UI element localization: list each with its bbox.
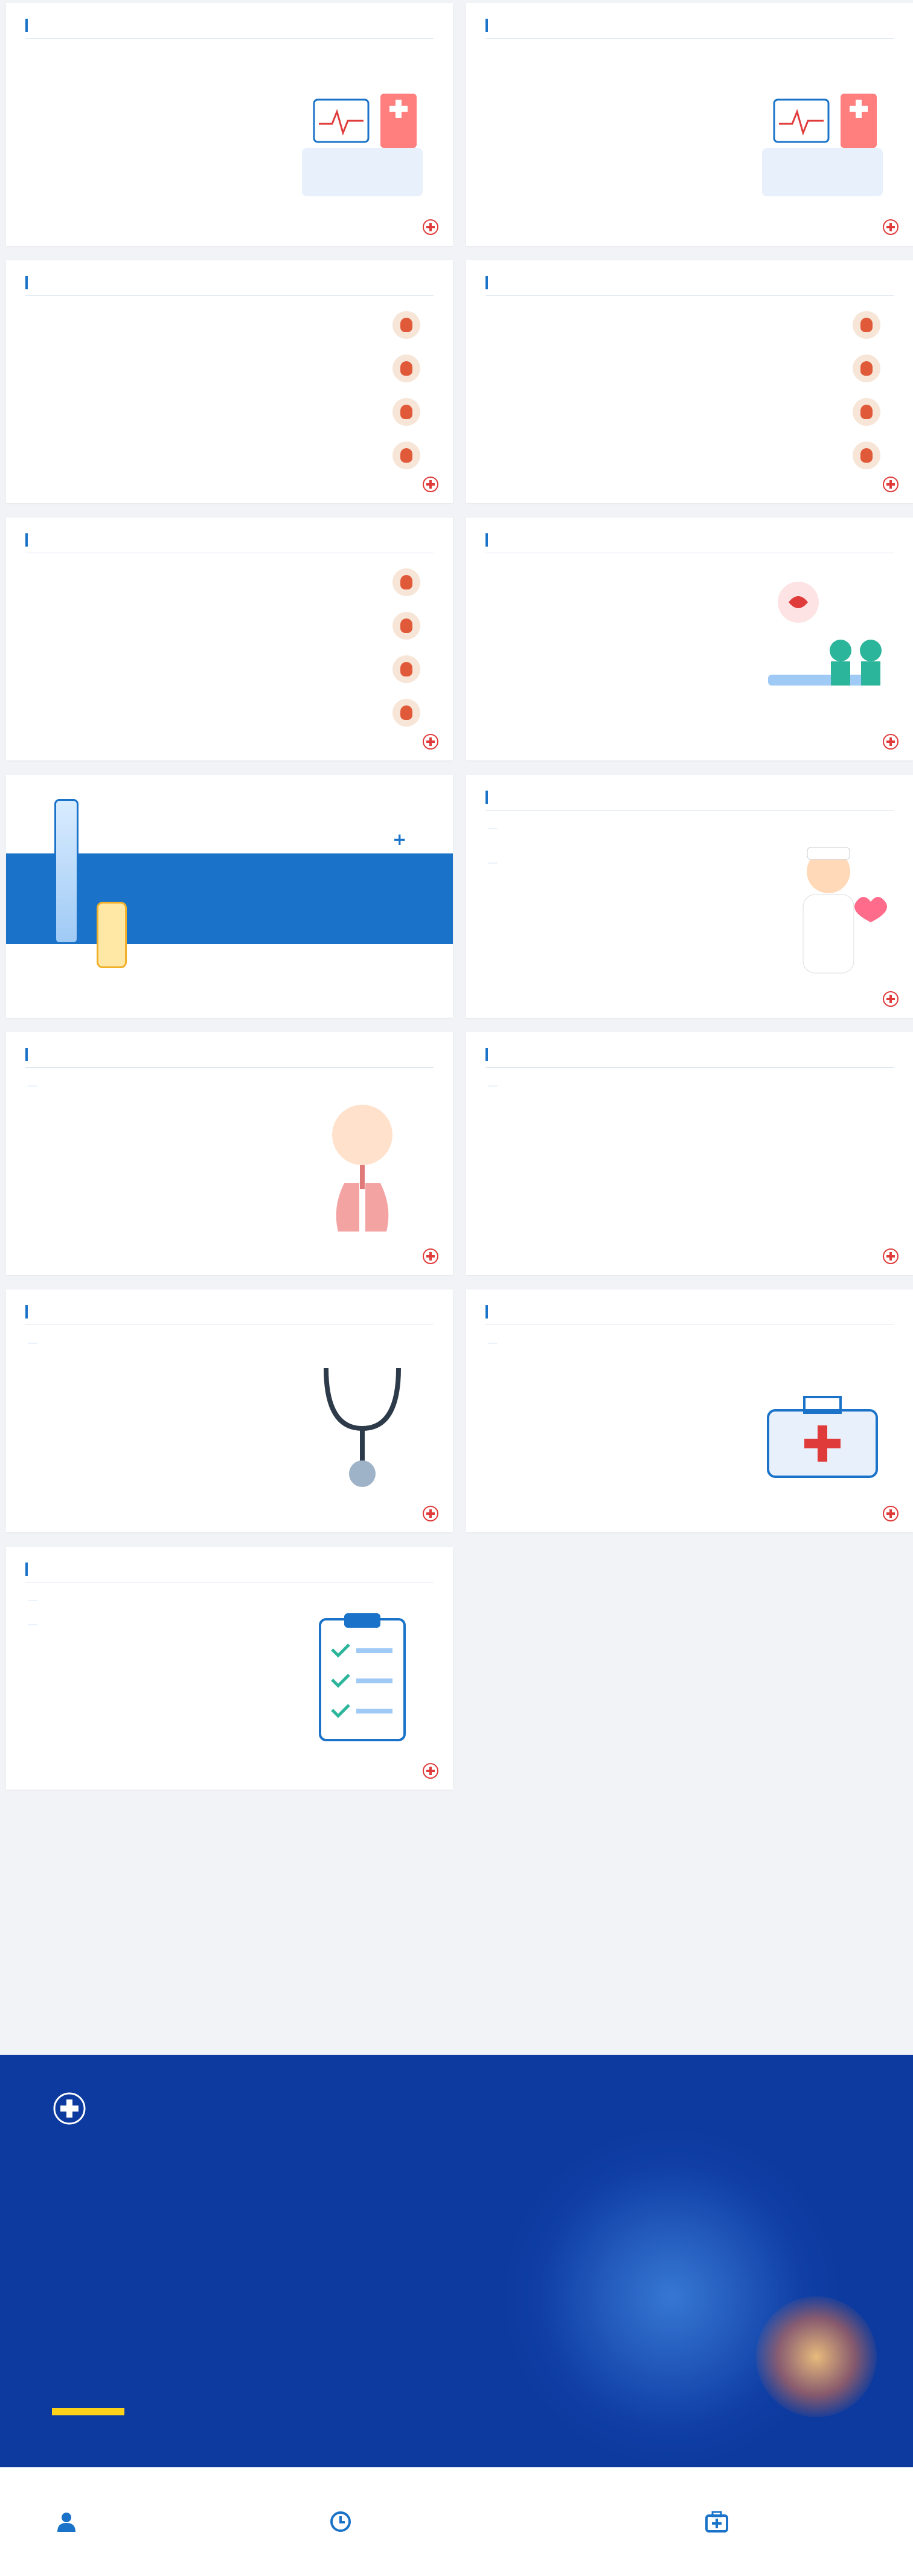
corner-cross-logo-icon <box>423 219 438 235</box>
slide-12 <box>466 1290 913 1532</box>
header-divider <box>25 295 434 296</box>
slide-body <box>488 50 735 54</box>
final-slide <box>0 2055 913 2467</box>
box-title-1 <box>28 1600 37 1601</box>
plus-icon: + <box>392 829 407 849</box>
box-title <box>488 1343 498 1344</box>
slide-9 <box>6 1032 453 1275</box>
slide-header <box>25 274 45 292</box>
heart-glow <box>756 2296 877 2417</box>
corner-cross-logo-icon <box>883 991 899 1007</box>
slide-header <box>25 1303 45 1321</box>
syringe-icon <box>54 799 78 944</box>
slide-10 <box>466 1032 913 1275</box>
health-education-icons <box>488 1083 502 1252</box>
slide-body <box>488 565 735 569</box>
header-accent-bar <box>25 1563 28 1576</box>
slide-11 <box>6 1290 453 1532</box>
organ-icon <box>392 398 420 426</box>
slide-header <box>25 16 45 34</box>
header-accent-bar <box>485 1048 488 1061</box>
slide-13 <box>6 1547 453 1790</box>
corner-cross-logo-icon <box>883 734 899 750</box>
corner-cross-logo-icon <box>423 1506 438 1521</box>
header-accent-bar <box>485 276 488 289</box>
clipboard-checklist-icon <box>290 1601 435 1764</box>
medical-kit-icon <box>705 2511 728 2533</box>
slide-header <box>25 531 45 549</box>
slide-body <box>28 1337 275 1355</box>
header-divider <box>25 38 434 39</box>
slide-body <box>28 307 275 312</box>
organ-icon <box>853 398 880 426</box>
header-accent-bar <box>25 1048 28 1061</box>
stethoscope-icon <box>290 1344 435 1507</box>
header-accent-bar <box>25 1305 28 1319</box>
slide-body <box>28 1079 275 1097</box>
final-footer <box>0 2467 913 2576</box>
organ-icons-column <box>392 311 429 492</box>
organ-icon <box>392 655 420 683</box>
slide-8 <box>466 775 913 1018</box>
slide-body <box>488 1337 735 1355</box>
hospital-logo-icon <box>53 2092 86 2125</box>
slide-body <box>488 307 735 312</box>
corner-cross-logo-icon <box>883 1248 899 1264</box>
slide-1 <box>6 3 453 246</box>
doctor-equipment-illustration-icon <box>750 57 895 220</box>
slide-header <box>485 531 505 549</box>
slide-header <box>485 16 505 34</box>
slide-body <box>28 1594 275 1636</box>
final-accent-bar <box>52 2408 124 2415</box>
slide-body <box>488 1079 735 1097</box>
box-title <box>28 1343 37 1344</box>
surgery-illustration-icon <box>750 572 895 735</box>
header-divider <box>25 1067 434 1068</box>
slide-header <box>25 1045 45 1064</box>
header-accent-bar <box>485 533 488 547</box>
header-accent-bar <box>25 533 28 547</box>
corner-cross-logo-icon <box>423 1763 438 1779</box>
slide-header <box>485 788 505 806</box>
slide-2 <box>466 3 913 246</box>
organ-icon <box>392 699 420 727</box>
header-divider <box>485 38 894 39</box>
corner-cross-logo-icon <box>883 1506 899 1521</box>
header-accent-bar <box>25 19 28 32</box>
clock-icon <box>330 2511 351 2533</box>
header-accent-bar <box>485 19 488 32</box>
slide-4 <box>466 260 913 503</box>
header-divider <box>485 1067 894 1068</box>
slide-6 <box>466 518 913 760</box>
header-accent-bar <box>25 276 28 289</box>
person-icon <box>56 2511 77 2533</box>
box-title-2 <box>28 1624 37 1625</box>
first-aid-kit-icon <box>750 1344 895 1507</box>
slide-body <box>28 50 275 54</box>
organ-icons-column <box>853 311 889 492</box>
box-title-2 <box>488 862 498 864</box>
organ-icon <box>392 568 420 596</box>
header-divider <box>485 810 894 811</box>
organ-icon <box>392 442 420 469</box>
slide-3 <box>6 260 453 503</box>
organ-icon <box>853 442 880 469</box>
box-title-1 <box>488 828 498 829</box>
header-accent-bar <box>485 1305 488 1319</box>
corner-cross-logo-icon <box>883 219 899 235</box>
slide-body <box>488 822 735 875</box>
vial-icon <box>97 902 127 968</box>
organ-icon <box>392 311 420 339</box>
slide-header <box>25 1560 45 1578</box>
header-accent-bar <box>485 791 488 804</box>
slide-header <box>485 1303 505 1321</box>
slide-body <box>28 565 275 569</box>
header-divider <box>485 295 894 296</box>
organ-icons-column <box>392 568 429 750</box>
organ-icon <box>853 311 880 339</box>
slide-5 <box>6 518 453 760</box>
body-glow <box>502 2127 841 2465</box>
nurse-heart-illustration-icon <box>750 829 895 992</box>
doctor-equipment-illustration-icon <box>290 57 435 220</box>
box-title <box>28 1085 37 1087</box>
organ-icon <box>392 612 420 640</box>
corner-cross-logo-icon <box>423 1248 438 1264</box>
slide-header <box>485 1045 505 1064</box>
organ-icon <box>392 355 420 382</box>
organ-icon <box>853 355 880 382</box>
slide-7 <box>6 775 453 1018</box>
lungs-illustration-icon <box>290 1087 435 1250</box>
slide-header <box>485 274 505 292</box>
